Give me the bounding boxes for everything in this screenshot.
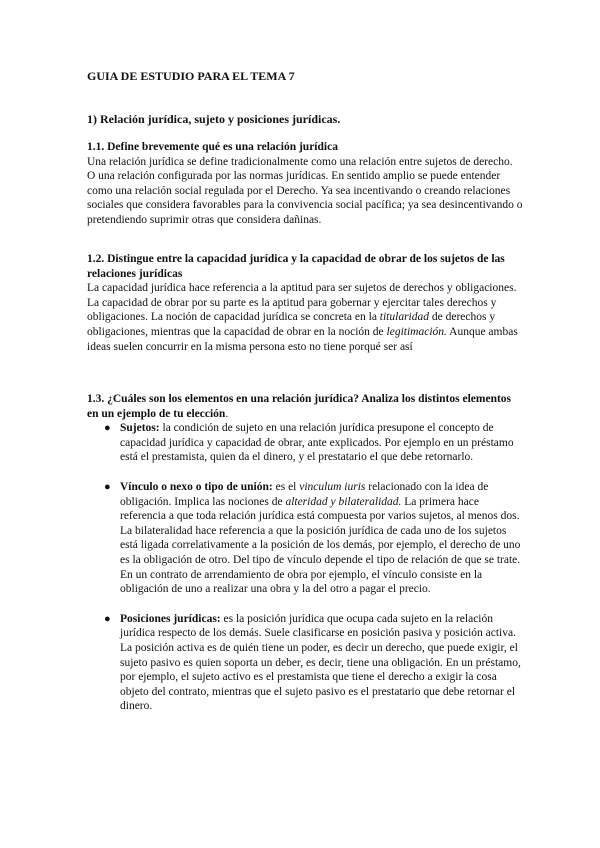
term-legitimacion: legitimación. <box>386 325 447 338</box>
list-spacer <box>87 465 523 480</box>
list-item-vinculo <box>87 480 523 597</box>
question-3-title <box>87 392 523 421</box>
item-label: Vínculo o nexo o tipo de unión: <box>120 480 273 493</box>
question-1 <box>87 140 523 228</box>
question-2-answer <box>87 281 523 354</box>
question-1-answer: Una relación jurídica se define tradicionalmente como una relación entre sujetos de derecho. O una relación configurada por las normas jurídicas. En sentido amplio se puede entender como una relación social regulada por el Derecho. Ya sea incentivando o creando relaciones sociales que considera favorables para la convivencia social pacífica; ya sea desincentivando o pretendiendo suprimir otras que considera dañinas. <box>87 155 523 226</box>
question-2-title: 1.2. Distingue entre la capacidad jurídica y la capacidad de obrar de los sujetos de las relaciones jurídicas <box>87 253 505 280</box>
list-item-sujetos <box>87 421 523 465</box>
list-spacer <box>87 597 523 612</box>
bullet-icon: ● <box>104 480 111 493</box>
item-text: La primera hace referencia a que toda relación jurídica está compuesta por varios sujetos, al menos dos. La bilateralidad hace referencia a que la posición jurídica de cada uno de los sujetos está ligada correlativamente a la posición de los demás, por ejemplo, el derecho de uno es la obligación de otro. Del tipo de vínculo depende el tipo de relación de que se trate. En un contrato de arrendamiento de obra por ejemplo, el vínculo consiste en la obligación de uno a realizar una obra y la del otro a pagar el precio. <box>120 495 521 596</box>
question-1-title: 1.1. Define brevemente qué es una relación jurídica <box>87 141 338 153</box>
bullet-icon: ● <box>104 612 111 625</box>
item-text: es el <box>272 480 300 493</box>
answer-text: La capacidad jurídica hace referencia a la aptitud para ser sujetos de derechos y obligaciones. La capacidad de obrar por su parte es la aptitud para gobernar y ejercitar tales derechos y obligaciones. La noción de capacidad jurídica se concreta en la <box>87 282 517 324</box>
question-3-title-text: 1.3. ¿Cuáles son los elementos en una relación jurídica? Analiza los distintos elementos en un ejemplo de tu elección <box>87 393 512 420</box>
question-3 <box>87 392 523 714</box>
answer-text: de derechos y obligaciones, mientras que la capacidad de obrar en la noción de <box>87 311 496 338</box>
answer-text: Aunque ambas ideas suelen concurrir en la misma persona esto no tiene porqué ser así <box>87 325 518 353</box>
section-title: 1) Relación jurídica, sujeto y posiciones jurídicas. <box>87 112 341 126</box>
question-2 <box>87 252 523 354</box>
term-alteridad: alteridad y bilateralidad. <box>285 495 402 508</box>
term-vinculum-iuris: vinculum iuris <box>299 480 366 493</box>
bullet-icon: ● <box>104 422 111 435</box>
question-3-title-period: . <box>225 407 229 420</box>
item-text: relacionado con la idea de obligación. Implica las nociones de <box>120 480 489 508</box>
term-titularidad: titularidad <box>379 311 429 324</box>
list-item-posiciones <box>87 612 523 714</box>
elements-list <box>87 421 523 714</box>
item-text: la condición de sujeto en una relación jurídica presupone el concepto de capacidad jurídica y capacidad de obrar, ante explicados. Por ejemplo en un préstamo está el prestamista, quien da el dinero, y el prestatario el que debe retornarlo. <box>120 422 514 464</box>
item-label: Posiciones jurídicas: <box>120 612 221 625</box>
item-text: es la posición jurídica que ocupa cada sujeto en la relación jurídica respecto de los demás. Suele clasificarse en posición pasiva y posición activa. La posición activa es de quién tiene un poder, es decir un derecho, que puede exigir, el sujeto pasivo es quien soporta un deber, es decir, tiene una obligación. En un préstamo, por ejemplo, el sujeto activo es el prestamista que tiene el derecho a exigir la cosa objeto del contrato, mientras que el sujeto pasivo es el prestatario que debe retornar el dinero. <box>120 612 521 713</box>
item-label: Sujetos: <box>120 422 160 435</box>
document-title: GUIA DE ESTUDIO PARA EL TEMA 7 <box>87 69 295 83</box>
